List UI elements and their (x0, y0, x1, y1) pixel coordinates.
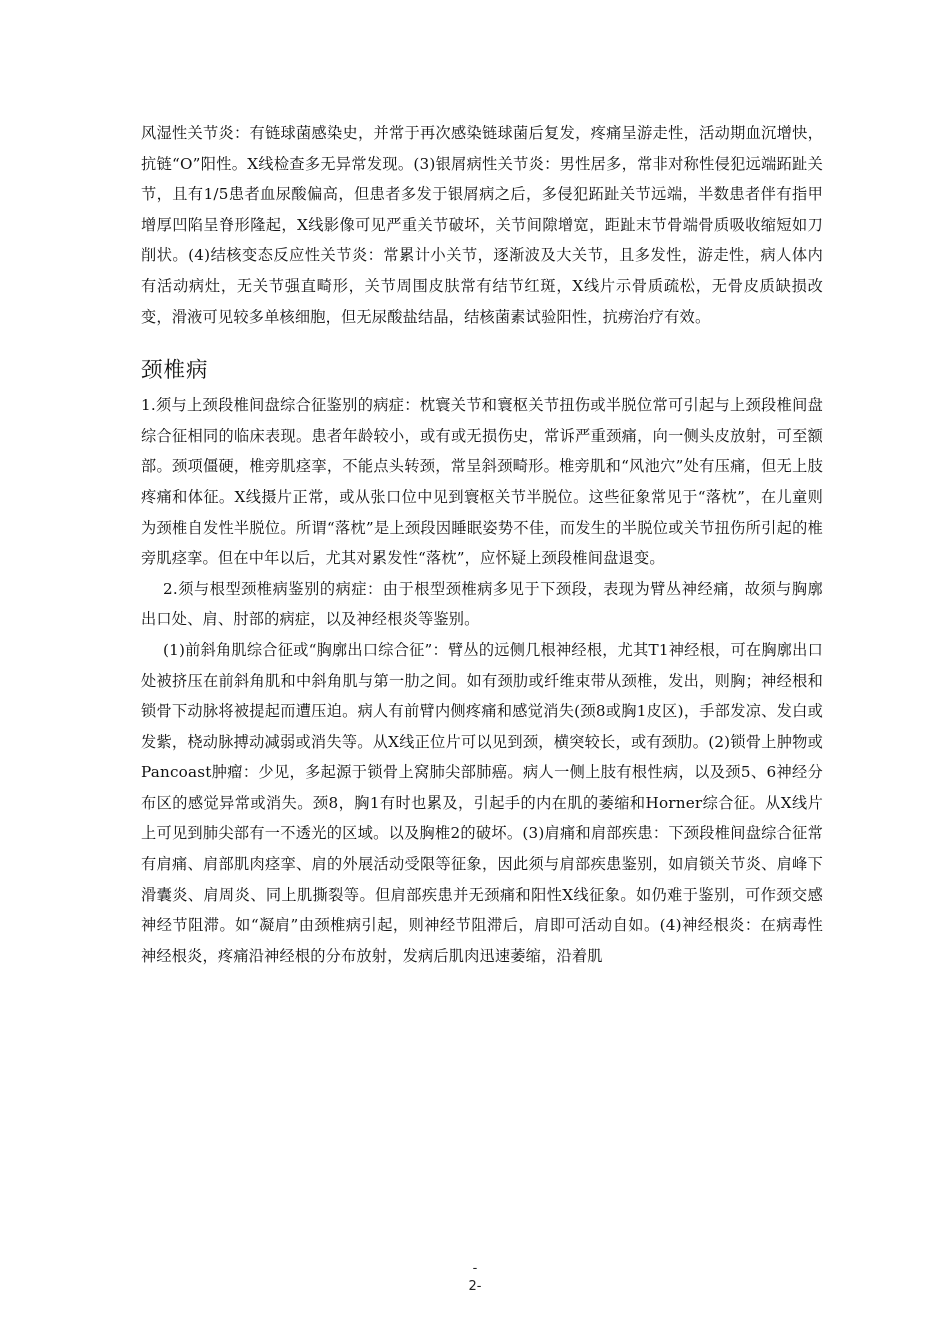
paragraph-arthritis-differential: 风湿性关节炎：有链球菌感染史，并常于再次感染链球菌后复发，疼痛呈游走性，活动期血沉增快，抗链“O”阳性。X线检查多无异常发现。(3)银屑病性关节炎：男性居多，常非对称性侵犯远端跖趾关节，且有1/5患者血尿酸偏高，但患者多发于银屑病之后，多侵犯跖趾关节远端，半数患者伴有指甲增厚凹陷呈脊形隆起，X线影像可见严重关节破坏，关节间隙增宽，距趾末节骨端骨质吸收缩短如刀削状。(4)结核变态反应性关节炎：常累计小关节，逐渐波及大关节，且多发性，游走性，病人体内有活动病灶，无关节强直畸形，关节周围皮肤常有结节红斑，X线片示骨质疏松，无骨皮质缺损改变，滑液可见较多单核细胞，但无尿酸盐结晶，结核菌素试验阳性，抗痨治疗有效。 (141, 124, 823, 326)
page-content (141, 118, 823, 971)
page-footer (0, 1260, 950, 1296)
section-heading: 颈椎病 (141, 358, 209, 384)
footer-dash: - (472, 1261, 478, 1276)
paragraph-thoracic-outlet: (1)前斜角肌综合征或“胸廓出口综合征”：臂丛的远侧几根神经根，尤其T1神经根，可在胸廓出口处被挤压在前斜角肌和中斜角肌与第一肋之间。如有颈肋或纤维束带从颈椎，发出，则胸；神经根和锁骨下动脉将被提起而遭压迫。病人有前臂内侧疼痛和感觉消失(颈8或胸1皮区)，手部发凉、发白或发紫，桡动脉搏动减弱或消失等。从X线正位片可以见到颈，横突较长，或有颈肋。(2)锁骨上肿物或Pancoast肿瘤：少见，多起源于锁骨上窝肺尖部肺癌。病人一侧上肢有根性病，以及颈5、6神经分布区的感觉异常或消失。颈8，胸1有时也累及，引起手的内在肌的萎缩和Horner综合征。从X线片上可见到肺尖部有一不透光的区域。以及胸椎2的破坏。(3)肩痛和肩部疾患：下颈段椎间盘综合征常有肩痛、肩部肌肉痉挛、肩的外展活动受限等征象，因此须与肩部疾患鉴别，如肩锁关节炎、肩峰下滑囊炎、肩周炎、同上肌撕裂等。但肩部疾患并无颈痛和阳性X线征象。如仍难于鉴别，可作颈交感神经节阻滞。如“凝肩”由颈椎病引起，则神经节阻滞后，肩即可活动自如。(4)神经根炎：在病毒性神经根炎，疼痛沿神经根的分布放射，发病后肌肉迅速萎缩，沿着肌 (141, 640, 823, 965)
paragraph-radicular-type: 2.须与根型颈椎病鉴别的病症：由于根型颈椎病多见于下颈段，表现为臂丛神经痛，故须与胸廓出口处、肩、肘部的病症，以及神经根炎等鉴别。 (141, 579, 823, 629)
paragraph-upper-cervical: 1.须与上颈段椎间盘综合征鉴别的病症：枕寰关节和寰枢关节扭伤或半脱位常可引起与上颈段椎间盘综合征相同的临床表现。患者年龄较小，或有或无损伤史，常诉严重颈痛，向一侧头皮放射，可至额部。颈项僵硬，椎旁肌痉挛，不能点头转颈，常呈斜颈畸形。椎旁肌和“风池穴”处有压痛，但无上肢疼痛和体征。X线摄片正常，或从张口位中见到寰枢关节半脱位。这些征象常见于“落枕”，在儿童则为颈椎自发性半脱位。所谓“落枕”是上颈段因睡眠姿势不佳，而发生的半脱位或关节扭伤所引起的椎旁肌痉挛。但在中年以后，尤其对累发性“落枕”，应怀疑上颈段椎间盘退变。 (141, 396, 823, 568)
page-number: 2- (468, 1279, 482, 1294)
